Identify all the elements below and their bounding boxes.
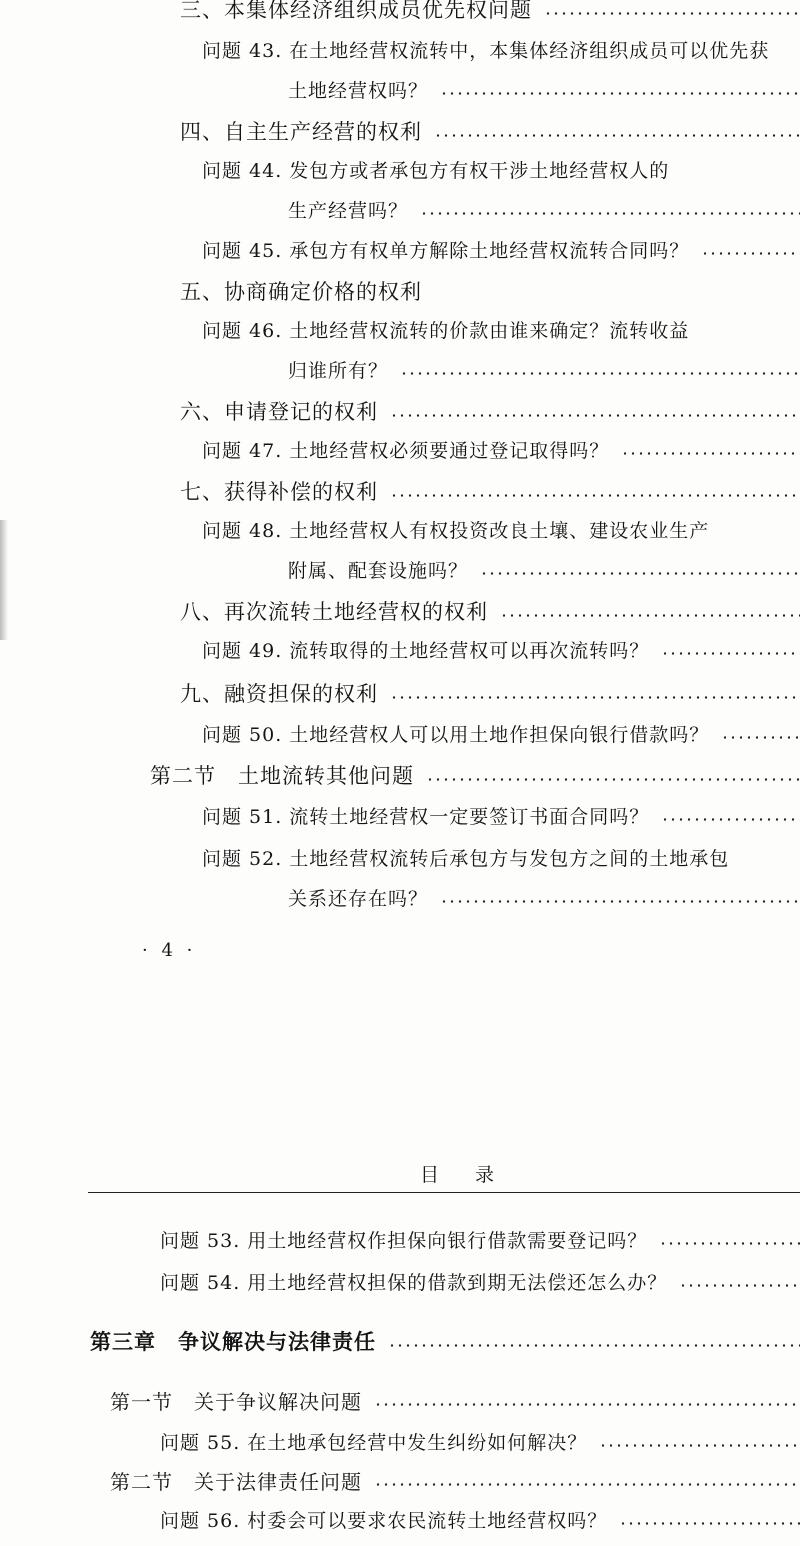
toc-question-title: 问题 51. 流转土地经营权一定要签订书面合同吗？ xyxy=(202,806,650,828)
toc-question-row xyxy=(202,802,800,829)
leader-dots xyxy=(390,494,800,497)
leader-dots xyxy=(434,134,800,137)
leader-dots xyxy=(701,252,800,255)
toc-question-title: 问题 50. 土地经营权人可以用土地作担保向银行借款吗？ xyxy=(202,724,710,746)
leader-dots xyxy=(721,736,800,739)
toc-question-title: 问题 55. 在土地承包经营中发生纠纷如何解决？ xyxy=(160,1432,588,1454)
toc-question-continuation xyxy=(288,76,800,103)
toc-section-row xyxy=(180,116,800,146)
leader-dots xyxy=(659,1242,800,1245)
toc-question-title: 问题 43. 在土地经营权流转中，本集体经济组织成员可以优先获 xyxy=(202,40,770,62)
toc-question-title: 附属、配套设施吗？ xyxy=(288,560,469,582)
toc-section-row xyxy=(180,476,800,506)
toc-question-row xyxy=(160,1506,800,1533)
toc-question-title: 归谁所有？ xyxy=(288,360,389,382)
leader-dots xyxy=(500,614,800,617)
leader-dots xyxy=(661,652,800,655)
leader-dots xyxy=(440,900,800,903)
toc-chapter-title: 第三章 争议解决与法律责任 xyxy=(90,1330,376,1354)
toc-question-title: 问题 56. 村委会可以要求农民流转土地经营权吗？ xyxy=(160,1510,608,1532)
toc-question-row xyxy=(202,36,800,63)
toc-subchapter-title: 第二节 关于法律责任问题 xyxy=(110,1470,362,1494)
toc-section-title: 八、再次流转土地经营权的权利 xyxy=(180,600,488,624)
toc-question-title: 关系还存在吗？ xyxy=(288,888,429,910)
toc-question-continuation xyxy=(288,556,800,583)
leader-dots xyxy=(440,92,800,95)
toc-question-row xyxy=(202,516,800,543)
toc-question-row xyxy=(202,636,800,663)
toc-question-title: 问题 45. 承包方有权单方解除土地经营权流转合同吗？ xyxy=(202,240,690,262)
toc-section-row xyxy=(180,596,800,626)
toc-question-row xyxy=(160,1428,800,1455)
toc-question-continuation xyxy=(288,196,800,223)
toc-question-title: 生产经营吗？ xyxy=(288,200,409,222)
toc-question-row xyxy=(202,720,800,747)
leader-dots xyxy=(679,1284,800,1287)
toc-section-row xyxy=(180,276,800,306)
toc-question-row xyxy=(202,436,800,463)
toc-subchapter-row xyxy=(110,1386,800,1415)
header-rule xyxy=(88,1192,800,1193)
toc-section-title: 六、申请登记的权利 xyxy=(180,400,378,424)
leader-dots xyxy=(621,452,800,455)
toc-section-row xyxy=(180,0,800,24)
leader-dots xyxy=(619,1522,800,1525)
toc-question-row xyxy=(160,1226,800,1253)
toc-question-continuation xyxy=(288,884,800,911)
toc-subchapter-row xyxy=(150,760,800,790)
toc-section-title: 七、获得补偿的权利 xyxy=(180,480,378,504)
toc-question-title: 问题 48. 土地经营权人有权投资改良土壤、建设农业生产 xyxy=(202,520,710,542)
toc-question-row xyxy=(202,156,800,183)
toc-section-row xyxy=(180,396,800,426)
toc-question-title: 问题 49. 流转取得的土地经营权可以再次流转吗？ xyxy=(202,640,650,662)
toc-chapter-row xyxy=(90,1326,800,1356)
toc-question-title: 问题 46. 土地经营权流转的价款由谁来确定？流转收益 xyxy=(202,320,690,342)
leader-dots xyxy=(661,818,800,821)
toc-section-row xyxy=(180,678,800,708)
toc-section-title: 三、本集体经济组织成员优先权问题 xyxy=(180,0,532,22)
page-number: · 4 · xyxy=(142,940,197,961)
toc-question-title: 土地经营权吗？ xyxy=(288,80,429,102)
running-header: 目录 xyxy=(420,1164,531,1186)
toc-question-continuation xyxy=(288,356,800,383)
toc-question-row xyxy=(202,844,800,871)
toc-section-title: 九、融资担保的权利 xyxy=(180,682,378,706)
toc-question-row xyxy=(160,1268,800,1295)
leader-dots xyxy=(390,696,800,699)
toc-section-title: 四、自主生产经营的权利 xyxy=(180,120,422,144)
leader-dots xyxy=(480,572,800,575)
toc-question-title: 问题 54. 用土地经营权担保的借款到期无法偿还怎么办？ xyxy=(160,1272,668,1294)
binding-shadow xyxy=(0,520,8,640)
toc-section-title: 五、协商确定价格的权利 xyxy=(180,280,422,304)
toc-question-title: 问题 53. 用土地经营权作担保向银行借款需要登记吗？ xyxy=(160,1230,648,1252)
leader-dots xyxy=(544,12,800,15)
toc-subchapter-title: 第二节 土地流转其他问题 xyxy=(150,764,414,788)
leader-dots xyxy=(374,1483,800,1486)
leader-dots xyxy=(400,372,800,375)
toc-question-row xyxy=(202,236,800,263)
toc-question-title: 问题 47. 土地经营权必须要通过登记取得吗？ xyxy=(202,440,610,462)
toc-question-row xyxy=(202,316,800,343)
leader-dots xyxy=(374,1403,800,1406)
toc-subchapter-row xyxy=(110,1466,800,1495)
leader-dots xyxy=(426,778,800,781)
toc-question-title: 问题 52. 土地经营权流转后承包方与发包方之间的土地承包 xyxy=(202,848,730,870)
leader-dots xyxy=(420,212,800,215)
leader-dots xyxy=(599,1444,800,1447)
leader-dots xyxy=(390,414,800,417)
toc-subchapter-title: 第一节 关于争议解决问题 xyxy=(110,1390,362,1414)
toc-question-title: 问题 44. 发包方或者承包方有权干涉土地经营权人的 xyxy=(202,160,670,182)
leader-dots xyxy=(388,1344,800,1347)
